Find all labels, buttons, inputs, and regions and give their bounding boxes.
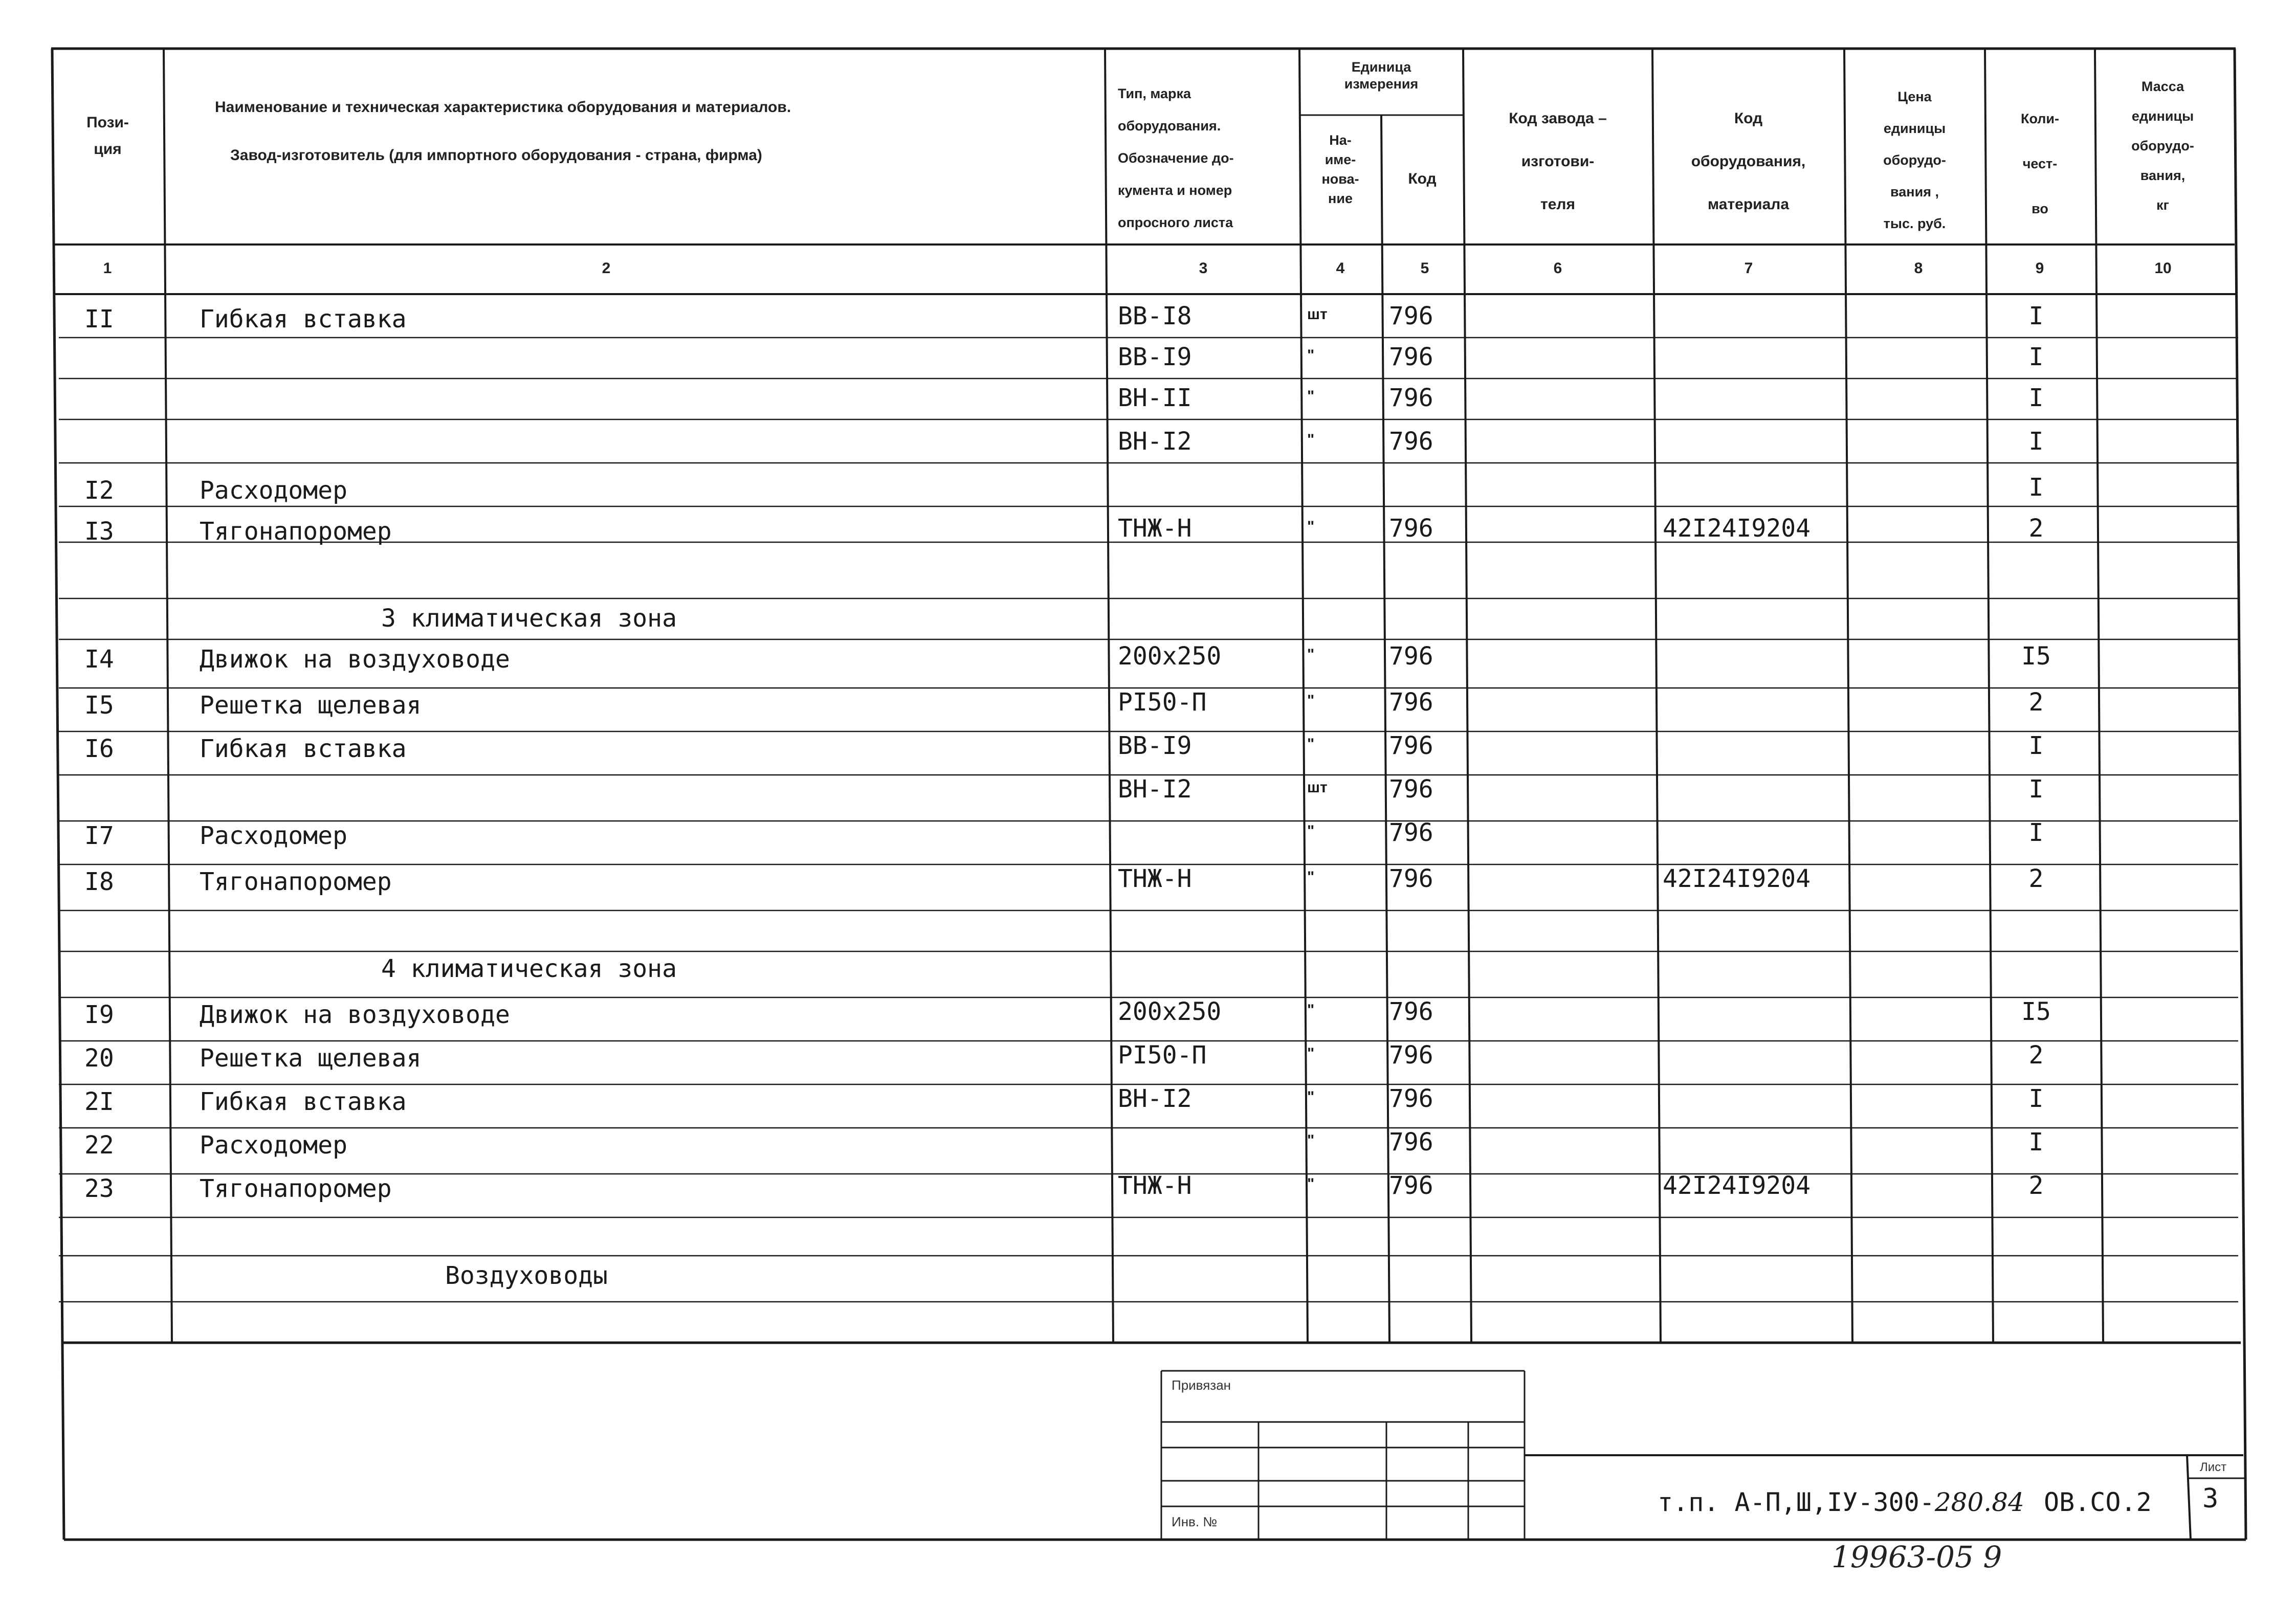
row-type: 200х250 xyxy=(1118,997,1222,1026)
column-line xyxy=(1652,49,1661,1343)
col-number: 10 xyxy=(2154,260,2172,277)
row-unit-code: 796 xyxy=(1389,775,1433,804)
row-type: РI50-П xyxy=(1118,688,1207,717)
section-heading: 3 климатическая зона xyxy=(381,604,677,633)
column-line xyxy=(1844,49,1852,1343)
row-type: ВН-I2 xyxy=(1118,427,1192,456)
row-quantity: I xyxy=(2028,427,2044,456)
column-line xyxy=(1299,49,1308,1343)
archive-number: 19963-05 9 xyxy=(1831,1540,2002,1574)
row-quantity: I xyxy=(2028,343,2044,371)
row-unit-name: " xyxy=(1307,1002,1315,1018)
column-line xyxy=(1381,115,1389,1343)
row-quantity: I5 xyxy=(2021,642,2051,671)
row-equipment-code: 42I24I9204 xyxy=(1663,1171,1811,1200)
header-type: Тип, марка оборудования. Обозначение до- кумента и номер опросного листа xyxy=(1118,86,1234,230)
row-position: 20 xyxy=(84,1044,114,1073)
row-type: 200х250 xyxy=(1118,642,1222,671)
header-position: Пози- ция xyxy=(86,114,129,158)
row-unit-code: 796 xyxy=(1389,1128,1433,1157)
row-type: ВН-I2 xyxy=(1118,1084,1192,1113)
row-name: Тягонапоромер xyxy=(200,868,392,896)
row-unit-code: 796 xyxy=(1389,818,1433,847)
document-code: ОВ.СО.2 xyxy=(2044,1487,2152,1517)
row-quantity: I xyxy=(2028,1084,2044,1113)
row-unit-name: " xyxy=(1307,869,1315,885)
row-name: Расходомер xyxy=(200,476,347,505)
row-quantity: I xyxy=(2028,473,2044,502)
row-quantity: I xyxy=(2028,731,2044,760)
sheet-label: Лист xyxy=(2200,1460,2227,1474)
header-price: Цена единицы оборудо- вания , тыс. руб. xyxy=(1883,89,1946,231)
row-unit-code: 796 xyxy=(1389,302,1433,330)
row-unit-code: 796 xyxy=(1389,731,1433,760)
row-unit-code: 796 xyxy=(1389,343,1433,371)
row-quantity: 2 xyxy=(2028,1041,2044,1070)
title-line xyxy=(2187,1455,2191,1540)
section-heading: Воздуховоды xyxy=(445,1261,608,1290)
row-unit-name: " xyxy=(1307,736,1315,752)
row-name: Решетка щелевая xyxy=(200,691,422,720)
header-quantity: Коли- чест- во xyxy=(2020,111,2060,216)
column-line xyxy=(2095,49,2103,1343)
row-equipment-code: 42I24I9204 xyxy=(1663,864,1811,893)
row-type: ВН-I2 xyxy=(1118,775,1192,804)
row-name: Движок на воздуховоде xyxy=(200,1000,510,1029)
frame-left xyxy=(52,49,64,1540)
row-unit-code: 796 xyxy=(1389,1084,1433,1113)
row-position: I4 xyxy=(84,645,114,674)
row-name: Расходомер xyxy=(200,821,347,850)
row-type: ТНЖ-Н xyxy=(1118,864,1192,893)
stamp-inventory-label: Инв. № xyxy=(1172,1514,1218,1529)
row-name: Тягонапоромер xyxy=(200,517,392,546)
row-quantity: 2 xyxy=(2028,864,2044,893)
row-unit-name: " xyxy=(1307,1045,1315,1062)
row-quantity: I xyxy=(2028,818,2044,847)
row-type: ВВ-I8 xyxy=(1118,302,1192,330)
col-number: 8 xyxy=(1914,260,1923,277)
row-position: I9 xyxy=(84,1000,114,1029)
row-unit-code: 796 xyxy=(1389,1041,1433,1070)
row-position: I8 xyxy=(84,868,114,896)
row-unit-code: 796 xyxy=(1389,1171,1433,1200)
row-unit-code: 796 xyxy=(1389,514,1433,543)
row-unit-name: шт xyxy=(1307,779,1328,796)
col-number: 7 xyxy=(1744,260,1753,277)
row-quantity: I xyxy=(2028,775,2044,804)
row-position: II xyxy=(84,305,114,333)
row-name: Гибкая вставка xyxy=(200,735,407,763)
row-unit-name: " xyxy=(1307,347,1315,364)
row-name: Движок на воздуховоде xyxy=(200,645,510,674)
sheet-number: 3 xyxy=(2202,1483,2219,1514)
header-mass: Масса единицы оборудо- вания, кг xyxy=(2131,79,2194,213)
row-name: Расходомер xyxy=(200,1131,347,1160)
row-type: ВВ-I9 xyxy=(1118,343,1192,371)
row-unit-code: 796 xyxy=(1389,997,1433,1026)
row-unit-code: 796 xyxy=(1389,642,1433,671)
column-line xyxy=(1463,49,1471,1343)
column-line xyxy=(1105,49,1113,1343)
row-name: Гибкая вставка xyxy=(200,1087,407,1116)
row-position: 2I xyxy=(84,1087,114,1116)
row-quantity: I5 xyxy=(2021,997,2051,1026)
header-unit-code: Код xyxy=(1408,170,1437,187)
column-line xyxy=(164,49,172,1343)
row-unit-code: 796 xyxy=(1389,688,1433,717)
row-position: I6 xyxy=(84,735,114,763)
row-unit-name: " xyxy=(1307,1088,1315,1105)
col-number: 5 xyxy=(1420,260,1429,277)
col-number: 9 xyxy=(2035,260,2044,277)
stamp-attached-label: Привязан xyxy=(1172,1377,1231,1393)
row-unit-name: " xyxy=(1307,692,1315,709)
row-quantity: I xyxy=(2028,302,2044,330)
row-type: ВВ-I9 xyxy=(1118,731,1192,760)
row-position: 22 xyxy=(84,1131,114,1160)
row-unit-code: 796 xyxy=(1389,864,1433,893)
row-unit-name: шт xyxy=(1307,306,1328,323)
row-unit-name: " xyxy=(1307,646,1315,663)
col-number: 2 xyxy=(602,260,611,277)
row-type: ВН-II xyxy=(1118,384,1192,412)
row-unit-code: 796 xyxy=(1389,384,1433,412)
frame-right xyxy=(2235,49,2246,1540)
row-quantity: 2 xyxy=(2028,1171,2044,1200)
col-number: 1 xyxy=(103,260,112,277)
row-unit-name: " xyxy=(1307,822,1315,839)
header-unit-group: Единица измерения xyxy=(1344,59,1419,92)
col-number: 6 xyxy=(1553,260,1562,277)
row-name: Гибкая вставка xyxy=(200,305,407,333)
row-unit-name: " xyxy=(1307,1132,1315,1149)
row-unit-name: " xyxy=(1307,431,1315,448)
row-unit-name: " xyxy=(1307,1175,1315,1192)
row-position: I2 xyxy=(84,476,114,505)
row-type: РI50-П xyxy=(1118,1041,1207,1070)
row-equipment-code: 42I24I9204 xyxy=(1663,514,1811,543)
row-type: ТНЖ-Н xyxy=(1118,514,1192,543)
row-position: I5 xyxy=(84,691,114,720)
row-position: I7 xyxy=(84,821,114,850)
row-position: 23 xyxy=(84,1174,114,1203)
col-number: 4 xyxy=(1336,260,1345,277)
col-number: 3 xyxy=(1199,260,1208,277)
header-unit-name: На- име- нова- ние xyxy=(1321,132,1359,206)
row-name: Решетка щелевая xyxy=(200,1044,422,1073)
row-unit-code: 796 xyxy=(1389,427,1433,456)
row-quantity: 2 xyxy=(2028,514,2044,543)
row-name: Тягонапоромер xyxy=(200,1174,392,1203)
header-manufacturer-code: Код завода – изготови- теля xyxy=(1509,110,1607,213)
header-name: Наименование и техническая характеристика оборудования и материалов. Завод-изготовитель (для импортного оборудования - страна, фирма) xyxy=(215,99,791,164)
row-unit-name: " xyxy=(1307,388,1315,405)
row-unit-name: " xyxy=(1307,518,1315,535)
row-type: ТНЖ-Н xyxy=(1118,1171,1192,1200)
section-heading: 4 климатическая зона xyxy=(381,954,677,983)
row-quantity: I xyxy=(2028,1128,2044,1157)
row-quantity: 2 xyxy=(2028,688,2044,717)
row-position: I3 xyxy=(84,517,114,546)
header-equipment-code: Код оборудования, материала xyxy=(1691,110,1806,213)
project-number: т.п. А-П,Ш,IУ-300-280.84 xyxy=(1658,1487,2024,1517)
row-quantity: I xyxy=(2028,384,2044,412)
